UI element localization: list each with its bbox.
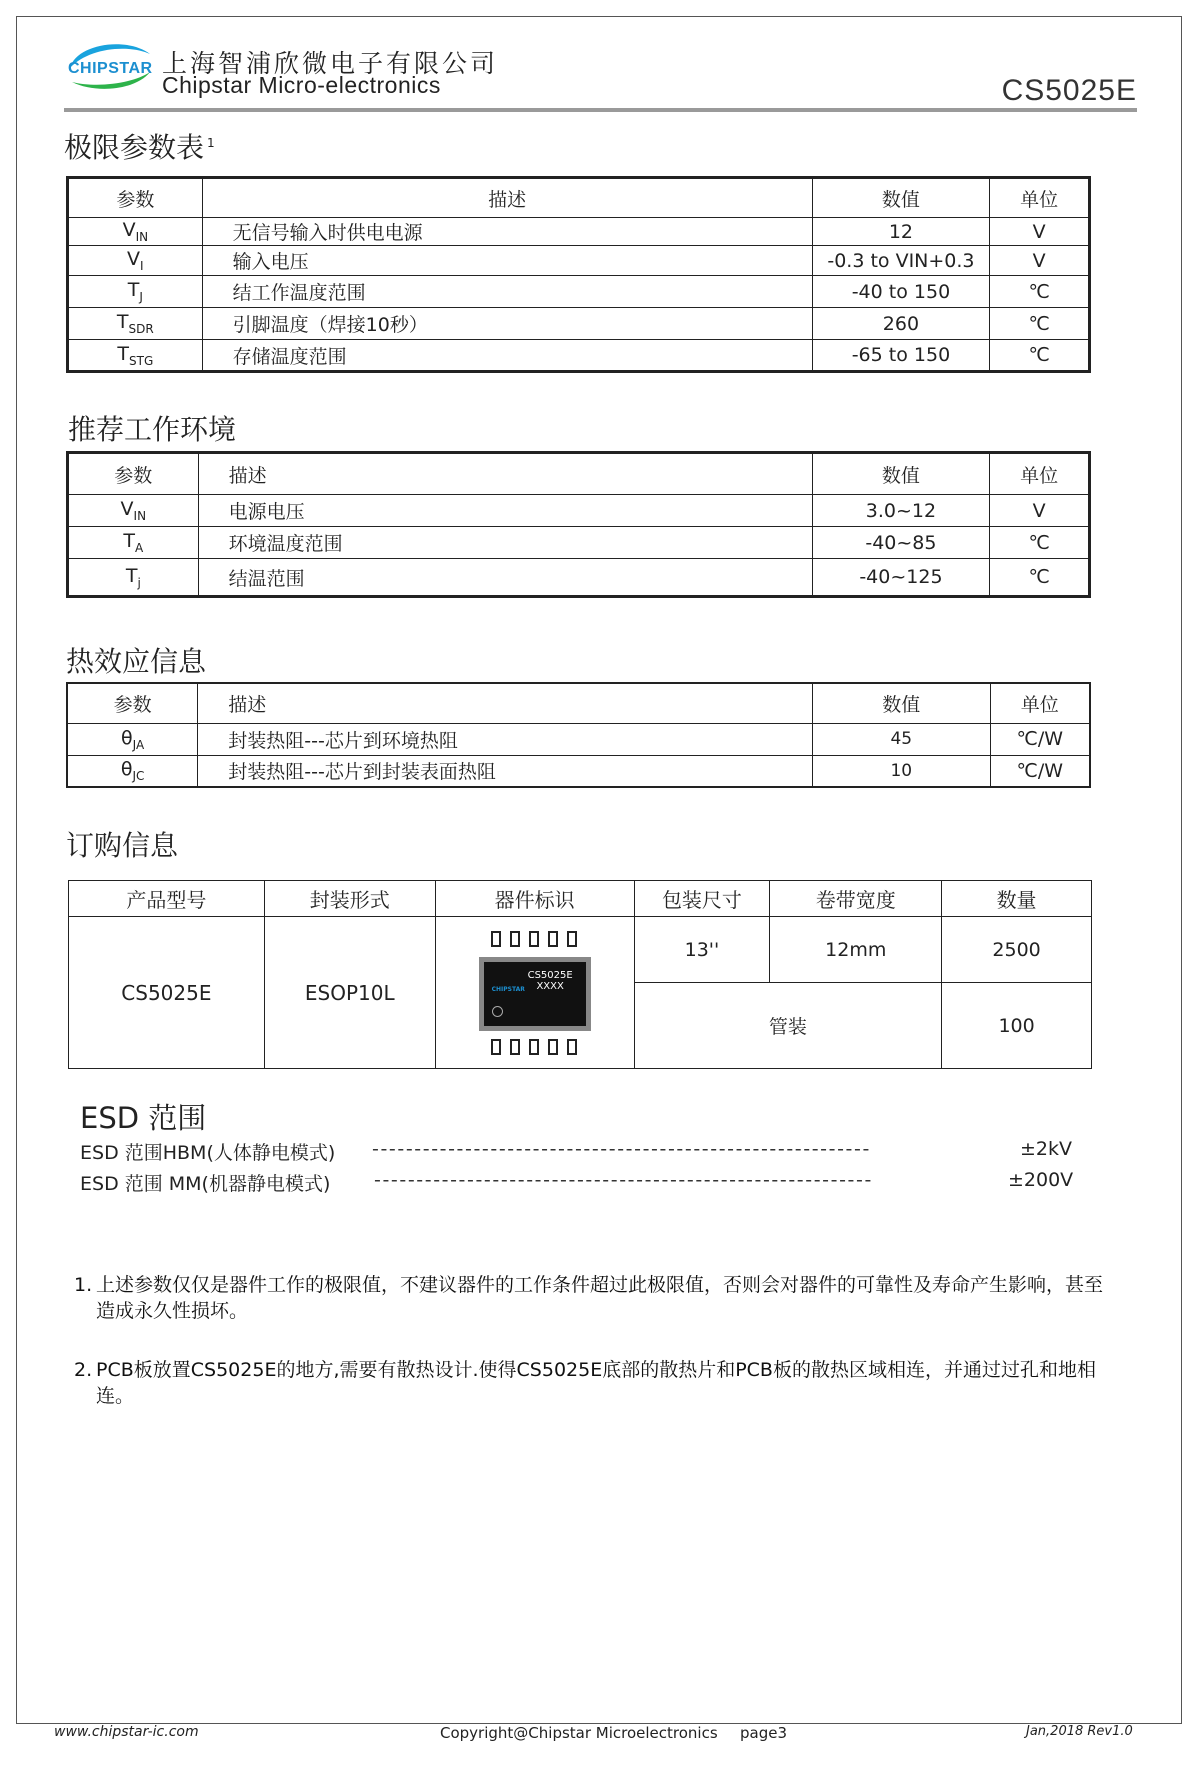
table-row	[68, 218, 1090, 246]
param-desc: 引脚温度（焊接10秒）	[202, 308, 812, 340]
footnote-number: 1.	[74, 1274, 93, 1296]
logo-text: CHIPSTAR	[68, 60, 153, 77]
chip-marking-image	[475, 923, 595, 1063]
esd-hbm-value: ±2kV	[1020, 1138, 1073, 1160]
table-row	[68, 340, 1090, 372]
param-desc: 无信号输入时供电电源	[202, 218, 812, 246]
param-symbol: $T_{STG}$	[68, 340, 203, 372]
col-header: 卷带宽度	[770, 881, 942, 917]
table-row	[68, 527, 1090, 559]
esd-title: ESD 范围	[80, 1101, 207, 1135]
col-header: 描述	[198, 453, 812, 495]
footer-website[interactable]: www.chipstar-ic.com	[54, 1724, 199, 1740]
param-symbol: $V_{IN}$	[68, 495, 199, 527]
chip-marking-text: CS5025E XXXX	[527, 969, 573, 992]
col-header: 器件标识	[435, 881, 634, 917]
param-value: 45	[812, 723, 990, 755]
ordering-table	[68, 880, 1092, 1069]
param-symbol: $V_{IN}$	[68, 218, 203, 246]
footnote-number: 2.	[74, 1359, 93, 1381]
col-header: 产品型号	[69, 881, 265, 917]
table-row	[67, 723, 1090, 755]
table-header-row	[68, 453, 1090, 495]
param-desc: 结工作温度范围	[202, 276, 812, 308]
reel-qty-cell: 2500	[942, 917, 1092, 983]
param-value: 10	[812, 755, 990, 787]
param-symbol: $\theta_{JC}$	[67, 755, 198, 787]
param-unit: V	[990, 246, 1090, 276]
table-row	[69, 917, 1092, 983]
col-header: 封装形式	[264, 881, 435, 917]
col-header: 包装尺寸	[634, 881, 770, 917]
param-value: 12	[812, 218, 990, 246]
table-row	[68, 308, 1090, 340]
footnote-text: 上述参数仅仅是器件工作的极限值，不建议器件的工作条件超过此极限值，否则会对器件的可靠性及寿命产生影响，甚至造成永久性损坏。	[96, 1274, 1104, 1322]
table-row	[67, 755, 1090, 787]
param-unit: ℃/W	[990, 755, 1090, 787]
param-value: -40~125	[812, 559, 990, 597]
reel-size-cell: 13''	[634, 917, 770, 983]
col-header: 数量	[942, 881, 1092, 917]
param-desc: 环境温度范围	[198, 527, 812, 559]
param-unit: V	[990, 218, 1090, 246]
param-unit: ℃	[990, 276, 1090, 308]
param-value: -65 to 150	[812, 340, 990, 372]
table-row	[68, 276, 1090, 308]
tube-label-cell: 管装	[634, 983, 942, 1069]
part-number-cell: CS5025E	[69, 917, 265, 1069]
header-divider	[64, 108, 1137, 112]
col-header: 单位	[990, 683, 1090, 723]
param-unit: ℃	[990, 559, 1090, 597]
recommended-table	[66, 451, 1091, 598]
param-symbol: $T_J$	[68, 276, 203, 308]
part-number: CS5025E	[1001, 74, 1137, 107]
col-header: 数值	[812, 178, 990, 218]
ordering-title: 订购信息	[66, 829, 179, 862]
param-desc: 封装热阻---芯片到封装表面热阻	[198, 755, 813, 787]
table-header-row	[69, 881, 1092, 917]
thermal-title: 热效应信息	[66, 645, 207, 678]
company-name-cn: 上海智浦欣微电子有限公司	[162, 49, 499, 78]
param-value: -40~85	[812, 527, 990, 559]
esd-hbm-label: ESD 范围HBM(人体静电模式)	[80, 1142, 336, 1164]
table-row	[68, 495, 1090, 527]
footer-page: page3	[740, 1724, 788, 1742]
abs-max-table	[66, 176, 1091, 373]
tape-width-cell: 12mm	[770, 917, 942, 983]
abs-max-title: 极限参数表 $^1$	[64, 131, 215, 164]
param-desc: 电源电压	[198, 495, 812, 527]
footer-revision: Jan,2018 Rev1.0	[1026, 1724, 1133, 1739]
package-cell: ESOP10L	[264, 917, 435, 1069]
param-symbol: $\theta_{JA}$	[67, 723, 198, 755]
footnote-text: PCB板放置CS5025E的地方,需要有散热设计.使得CS5025E底部的散热片和PCB板的散热区域相连，并通过过孔和地相连。	[96, 1359, 1096, 1407]
param-unit: ℃/W	[990, 723, 1090, 755]
param-value: 260	[812, 308, 990, 340]
table-row	[68, 559, 1090, 597]
param-value: -40 to 150	[812, 276, 990, 308]
param-desc: 封装热阻---芯片到环境热阻	[198, 723, 813, 755]
col-header: 参数	[68, 178, 203, 218]
footnote-1	[74, 1272, 1114, 1324]
col-header: 参数	[68, 453, 199, 495]
param-unit: ℃	[990, 340, 1090, 372]
marking-cell	[435, 917, 634, 1069]
param-value: -0.3 to VIN+0.3	[812, 246, 990, 276]
col-header: 描述	[202, 178, 812, 218]
company-name-en: Chipstar Micro-electronics	[162, 72, 441, 98]
param-unit: ℃	[990, 527, 1090, 559]
col-header: 数值	[812, 453, 990, 495]
esd-mm-value: ±200V	[1008, 1169, 1074, 1191]
col-header: 描述	[198, 683, 813, 723]
table-header-row	[67, 683, 1090, 723]
footer-copyright: Copyright@Chipstar Microelectronics	[440, 1724, 718, 1742]
param-unit: ℃	[990, 308, 1090, 340]
chip-logo-text: CHIPSTAR	[491, 985, 525, 993]
footnote-2	[74, 1357, 1114, 1409]
chip-body	[479, 957, 591, 1031]
tube-qty-cell: 100	[942, 983, 1092, 1069]
pin1-dot-icon	[492, 1006, 503, 1017]
table-header-row	[68, 178, 1090, 218]
col-header: 单位	[990, 453, 1090, 495]
param-symbol: $T_j$	[68, 559, 199, 597]
param-symbol: $T_{SDR}$	[68, 308, 203, 340]
esd-mm-leader: -----------------------------------------------------------	[374, 1169, 873, 1191]
param-unit: V	[990, 495, 1090, 527]
recommended-title: 推荐工作环境	[68, 413, 237, 446]
param-symbol: $V_I$	[68, 246, 203, 276]
table-row	[68, 246, 1090, 276]
param-value: 3.0~12	[812, 495, 990, 527]
esd-mm-label: ESD 范围 MM(机器静电模式)	[80, 1173, 331, 1195]
param-desc: 输入电压	[202, 246, 812, 276]
thermal-table	[66, 682, 1091, 788]
col-header: 单位	[990, 178, 1090, 218]
col-header: 数值	[812, 683, 990, 723]
col-header: 参数	[67, 683, 198, 723]
esd-hbm-leader: -----------------------------------------------------------	[372, 1138, 871, 1160]
param-desc: 存储温度范围	[202, 340, 812, 372]
param-desc: 结温范围	[198, 559, 812, 597]
param-symbol: $T_A$	[68, 527, 199, 559]
